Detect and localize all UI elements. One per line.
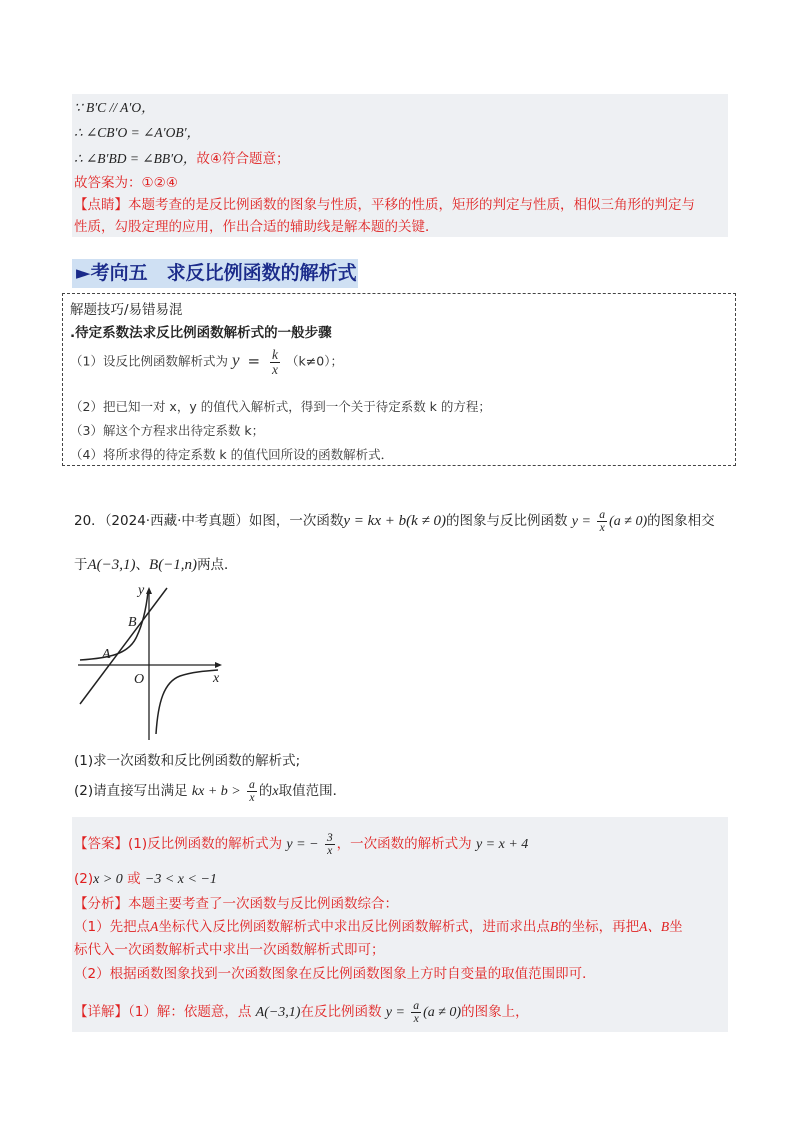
section-title-text: 考向五 求反比例函数的解析式: [90, 262, 357, 284]
comment-text-1: 本题考查的是反比例函数的图象与性质，平移的性质，矩形的判定与性质，相似三角形的判定与: [128, 197, 695, 213]
tips-step-1-y: y: [231, 350, 240, 370]
answer-2-or: 或: [127, 871, 141, 887]
answer-1-num: 3: [326, 831, 333, 844]
analysis-point-1-cont: 标代入一次函数解析式中求出一次函数解析式即可；: [74, 942, 385, 958]
answer-1-den: x: [327, 843, 333, 857]
comment-line-2: 性质，勾股定理的应用，作出合适的辅助线是解本题的关键．: [74, 219, 439, 235]
question-2-inequality: kx + b >: [191, 784, 241, 800]
problem-mid: 的图象与反比例函数: [446, 513, 568, 530]
question-2-x: x: [272, 784, 279, 800]
analysis-text: 本题主要考查了一次函数与反比例函数综合：: [128, 896, 398, 912]
answer-tag: 【答案】: [74, 836, 128, 853]
problem-separator: 、: [135, 557, 150, 573]
graph-label-a: A: [102, 647, 111, 662]
tips-subheading: .待定系数法求反比例函数解析式的一般步骤: [70, 325, 332, 341]
problem-line-2-pre: 于: [74, 557, 88, 573]
tips-step-1-cond: （k≠0）；: [286, 353, 343, 369]
tips-step-1-fraction: [270, 348, 280, 376]
answer-2-math-2: −3 < x < −1: [144, 872, 217, 887]
analysis-tag: 【分析】: [74, 896, 128, 912]
analysis-p1-point-a: A: [150, 919, 159, 934]
solution-line-1: ∵ B′C // A′O，: [74, 100, 155, 115]
graph-label-origin: O: [134, 672, 145, 687]
problem-inverse-fraction: [597, 509, 607, 533]
problem-linear-function: y = kx + b(k ≠ 0): [343, 513, 446, 530]
detail-point-a: A(−3,1): [255, 1005, 301, 1021]
hyperbola-branch-right: [156, 670, 218, 734]
problem-inverse-den: x: [599, 520, 605, 534]
linear-function-line: [80, 588, 167, 704]
problem-line-2-post: 两点．: [197, 557, 238, 573]
solution-line-3-tail: 故④符合题意；: [196, 151, 290, 167]
answer-2-math-1: x > 0: [93, 872, 123, 887]
detail-num: a: [413, 999, 420, 1012]
problem-inverse-num: a: [599, 508, 606, 521]
tips-step-2: （2）把已知一对 x，y 的值代入解析式，得到一个关于待定系数 k 的方程；: [70, 399, 491, 414]
problem-tail: 的图象相交: [647, 513, 715, 530]
tips-step-4: （4）将所求得的待定系数 k 的值代回所设的函数解析式．: [70, 447, 394, 462]
question-2-mid: 的: [258, 783, 273, 800]
answer-2-pre: (2): [74, 871, 94, 887]
solution-line-3: [74, 150, 289, 168]
analysis-p1-b: 坐标代入反比例函数解析式中求出反比例函数解析式，进而求出点: [158, 919, 550, 935]
analysis-p1-point-b: B: [549, 919, 559, 934]
comment-tag: 【点睛】: [74, 197, 128, 213]
answer-line-2: [74, 870, 217, 889]
answer-1-pre: (1)反比例函数的解析式为: [128, 836, 283, 853]
graph-label-y: y: [138, 583, 145, 598]
x-axis-arrow-icon: [215, 662, 222, 668]
question-1: (1)求一次函数和反比例函数的解析式;: [74, 753, 301, 769]
detail-mid: 在反比例函数: [300, 1004, 382, 1021]
detail-cond: (a ≠ 0): [423, 1005, 462, 1021]
detail-den: x: [413, 1011, 419, 1025]
detail-pre: （1）解：依题意，点: [128, 1004, 252, 1021]
analysis-p1-d: 坐: [669, 919, 683, 935]
answer-1-linear: y = x + 4: [475, 837, 529, 853]
problem-source: （2024·西藏·中考真题）如图，一次函数: [104, 513, 344, 530]
answer-line-1: [74, 832, 528, 856]
graph-label-b: B: [128, 615, 137, 630]
question-2-pre: (2)请直接写出满足: [74, 783, 188, 800]
function-graph: [70, 582, 230, 742]
graph-label-x: x: [213, 671, 220, 686]
detail-fraction: [411, 1000, 421, 1024]
answer-line: 故答案为：①②④: [74, 175, 178, 191]
analysis-p1-a: （1）先把点: [74, 919, 151, 935]
comment-line-1: [74, 196, 695, 214]
analysis-point-1: [74, 918, 683, 936]
section-marker-icon: ►: [76, 262, 91, 284]
problem-point-a: A(−3,1): [87, 557, 136, 573]
tips-step-1-den: x: [272, 361, 279, 377]
answer-1-mid: ，一次函数的解析式为: [336, 836, 472, 853]
tips-step-1: [70, 348, 343, 376]
detail-line: [74, 1000, 529, 1024]
problem-inverse-cond: (a ≠ 0): [609, 514, 648, 530]
problem-number: 20．: [74, 513, 105, 530]
detail-y: y =: [385, 1005, 405, 1021]
tips-step-3: （3）解这个方程求出待定系数 k；: [70, 423, 265, 438]
problem-line-2: [74, 556, 238, 574]
problem-point-b: B(−1,n): [149, 557, 198, 573]
question-2: [74, 779, 346, 803]
solution-line-2: ∴ ∠CB′O = ∠A′OB′，: [74, 125, 201, 140]
analysis-p1-c: 的坐标，再把: [558, 919, 640, 935]
tips-heading: 解题技巧/易错易混: [70, 302, 183, 318]
answer-1-y: y = −: [286, 837, 319, 853]
question-2-fraction: [247, 779, 257, 803]
answer-1-fraction: [325, 832, 335, 856]
problem-inverse-y: y =: [571, 514, 591, 530]
detail-post: 的图象上，: [461, 1004, 529, 1021]
question-2-num: a: [249, 778, 255, 791]
tips-box: [62, 293, 736, 466]
solution-line-3-math: ∴ ∠B′BD = ∠BB′O，: [74, 151, 197, 166]
analysis-point-2: （2）根据函数图象找到一次函数图象在反比例函数图象上方时自变量的取值范围即可．: [74, 966, 596, 982]
analysis-line: [74, 895, 398, 913]
tips-step-1-text: （1）设反比例函数解析式为: [70, 353, 228, 369]
section-title: [72, 259, 358, 288]
problem-line-1: [74, 509, 715, 533]
question-2-den: x: [249, 790, 255, 804]
tips-step-1-eq: =: [247, 351, 261, 370]
y-axis-arrow-icon: [146, 587, 152, 594]
detail-tag: 【详解】: [74, 1004, 128, 1021]
tips-step-1-num: k: [272, 347, 279, 362]
analysis-p1-points-ab: A、B: [639, 919, 670, 934]
question-2-post: 取值范围．: [278, 783, 347, 800]
